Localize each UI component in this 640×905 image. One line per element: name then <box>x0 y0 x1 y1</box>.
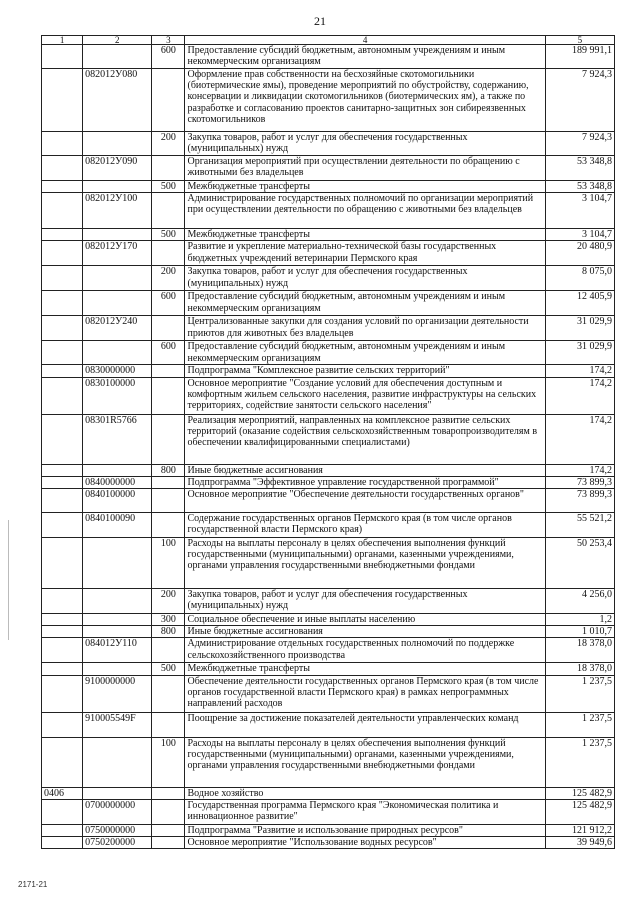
budget-table <box>41 35 615 849</box>
section-code-cell <box>42 589 83 614</box>
description-cell: Предоставление субсидий бюджетным, автономным учреждениям и иным некоммерческим организациям <box>185 45 545 69</box>
section-code-cell <box>42 675 83 712</box>
target-article-cell: 082012У170 <box>83 241 152 266</box>
section-code-cell <box>42 663 83 675</box>
target-article-cell <box>83 737 152 787</box>
section-code-cell <box>42 414 83 464</box>
description-cell: Государственная программа Пермского края "Экономическая политика и инновационное развитие" <box>185 799 545 824</box>
expense-type-cell: 600 <box>152 291 185 316</box>
description-cell: Закупка товаров, работ и услуг для обеспечения государственных (муниципальных) нужд <box>185 589 545 614</box>
table-row <box>42 241 615 266</box>
table-row <box>42 638 615 663</box>
target-article-cell: 0830100000 <box>83 377 152 414</box>
target-article-cell <box>83 787 152 799</box>
amount-cell: 3 104,7 <box>545 193 614 229</box>
expense-type-cell <box>152 824 185 836</box>
target-article-cell <box>83 626 152 638</box>
expense-type-cell: 600 <box>152 341 185 365</box>
target-article-cell: 082012У090 <box>83 156 152 181</box>
section-code-cell <box>42 712 83 737</box>
description-cell: Закупка товаров, работ и услуг для обеспечения государственных (муниципальных) нужд <box>185 266 545 291</box>
header-col-4: 4 <box>185 36 545 45</box>
target-article-cell <box>83 229 152 241</box>
description-cell: Основное мероприятие "Использование водных ресурсов" <box>185 837 545 849</box>
description-cell: Подпрограмма "Эффективное управление государственной программой" <box>185 476 545 488</box>
table-row <box>42 291 615 316</box>
table-row <box>42 193 615 229</box>
section-code-cell <box>42 69 83 132</box>
amount-cell: 31 029,9 <box>545 316 614 341</box>
expense-type-cell: 500 <box>152 663 185 675</box>
section-code-cell <box>42 156 83 181</box>
table-row <box>42 824 615 836</box>
expense-type-cell: 500 <box>152 181 185 193</box>
target-article-cell: 082012У080 <box>83 69 152 132</box>
amount-cell: 53 348,8 <box>545 156 614 181</box>
table-row <box>42 229 615 241</box>
table-row <box>42 69 615 132</box>
description-cell: Развитие и укрепление материально-технической базы государственных бюджетных учреждений ветеринарии Пермского края <box>185 241 545 266</box>
target-article-cell <box>83 614 152 626</box>
target-article-cell <box>83 538 152 589</box>
section-code-cell <box>42 464 83 476</box>
section-code-cell <box>42 193 83 229</box>
expense-type-cell <box>152 712 185 737</box>
target-article-cell: 0840000000 <box>83 476 152 488</box>
section-code-cell <box>42 614 83 626</box>
target-article-cell <box>83 663 152 675</box>
table-row <box>42 837 615 849</box>
amount-cell: 174,2 <box>545 414 614 464</box>
description-cell: Водное хозяйство <box>185 787 545 799</box>
amount-cell: 50 253,4 <box>545 538 614 589</box>
page-number: 21 <box>314 14 326 28</box>
expense-type-cell <box>152 193 185 229</box>
table-row <box>42 614 615 626</box>
description-cell: Подпрограмма "Комплексное развитие сельских территорий" <box>185 365 545 377</box>
amount-cell: 7 924,3 <box>545 69 614 132</box>
section-code-cell <box>42 737 83 787</box>
description-cell: Социальное обеспечение и иные выплаты населению <box>185 614 545 626</box>
section-code-cell <box>42 266 83 291</box>
expense-type-cell <box>152 316 185 341</box>
expense-type-cell <box>152 241 185 266</box>
description-cell: Предоставление субсидий бюджетным, автономным учреждениям и иным некоммерческим организациям <box>185 341 545 365</box>
target-article-cell: 9100000000 <box>83 675 152 712</box>
target-article-cell <box>83 45 152 69</box>
footer-code: 2171-21 <box>18 880 48 889</box>
section-code-cell <box>42 291 83 316</box>
description-cell: Администрирование отдельных государственных полномочий по поддержке сельскохозяйственного производства <box>185 638 545 663</box>
table-row <box>42 513 615 538</box>
expense-type-cell <box>152 476 185 488</box>
target-article-cell <box>83 589 152 614</box>
amount-cell: 1 010,7 <box>545 626 614 638</box>
amount-cell: 1,2 <box>545 614 614 626</box>
section-code-cell <box>42 341 83 365</box>
table-row <box>42 266 615 291</box>
amount-cell: 174,2 <box>545 464 614 476</box>
amount-cell: 1 237,5 <box>545 737 614 787</box>
amount-cell: 55 521,2 <box>545 513 614 538</box>
section-code-cell: 0406 <box>42 787 83 799</box>
description-cell: Подпрограмма "Развитие и использование природных ресурсов" <box>185 824 545 836</box>
table-row <box>42 626 615 638</box>
target-article-cell <box>83 464 152 476</box>
description-cell: Поощрение за достижение показателей деятельности управленческих команд <box>185 712 545 737</box>
target-article-cell: 084012У110 <box>83 638 152 663</box>
amount-cell: 73 899,3 <box>545 489 614 513</box>
section-code-cell <box>42 476 83 488</box>
description-cell: Расходы на выплаты персоналу в целях обеспечения выполнения функций государственными (муниципальными) органами, казенными учреждениями, органами управления государственными внебюджетными фондами <box>185 737 545 787</box>
expense-type-cell <box>152 638 185 663</box>
description-cell: Предоставление субсидий бюджетным, автономным учреждениям и иным некоммерческим организациям <box>185 291 545 316</box>
table-row <box>42 316 615 341</box>
amount-cell: 20 480,9 <box>545 241 614 266</box>
expense-type-cell <box>152 787 185 799</box>
header-col-1: 1 <box>42 36 83 45</box>
header-col-5: 5 <box>545 36 614 45</box>
target-article-cell: 0750200000 <box>83 837 152 849</box>
target-article-cell: 08301R5766 <box>83 414 152 464</box>
description-cell: Иные бюджетные ассигнования <box>185 464 545 476</box>
expense-type-cell: 300 <box>152 614 185 626</box>
description-cell: Администрирование государственных полномочий по организации мероприятий при осуществлении деятельности по обращению с животными без владельцев <box>185 193 545 229</box>
target-article-cell <box>83 266 152 291</box>
expense-type-cell <box>152 414 185 464</box>
description-cell: Основное мероприятие "Обеспечение деятельности государственных органов" <box>185 489 545 513</box>
section-code-cell <box>42 316 83 341</box>
header-col-2: 2 <box>83 36 152 45</box>
description-cell: Содержание государственных органов Пермского края (в том числе органов государственной власти Пермского края) <box>185 513 545 538</box>
amount-cell: 31 029,9 <box>545 341 614 365</box>
amount-cell: 12 405,9 <box>545 291 614 316</box>
target-article-cell: 0840100090 <box>83 513 152 538</box>
expense-type-cell: 100 <box>152 538 185 589</box>
table-row <box>42 132 615 156</box>
amount-cell: 189 991,1 <box>545 45 614 69</box>
section-code-cell <box>42 365 83 377</box>
amount-cell: 121 912,2 <box>545 824 614 836</box>
section-code-cell <box>42 377 83 414</box>
amount-cell: 53 348,8 <box>545 181 614 193</box>
expense-type-cell: 200 <box>152 266 185 291</box>
section-code-cell <box>42 181 83 193</box>
amount-cell: 125 482,9 <box>545 799 614 824</box>
amount-cell: 73 899,3 <box>545 476 614 488</box>
section-code-cell <box>42 837 83 849</box>
expense-type-cell: 800 <box>152 626 185 638</box>
description-cell: Обеспечение деятельности государственных органов Пермского края (в том числе органов государственной власти Пермского края) в рамках непрограммных направлений расходов <box>185 675 545 712</box>
amount-cell: 1 237,5 <box>545 675 614 712</box>
table-row <box>42 737 615 787</box>
section-code-cell <box>42 489 83 513</box>
amount-cell: 18 378,0 <box>545 663 614 675</box>
amount-cell: 39 949,6 <box>545 837 614 849</box>
target-article-cell: 0830000000 <box>83 365 152 377</box>
expense-type-cell: 100 <box>152 737 185 787</box>
table-row <box>42 787 615 799</box>
table-row <box>42 476 615 488</box>
amount-cell: 18 378,0 <box>545 638 614 663</box>
target-article-cell <box>83 291 152 316</box>
section-code-cell <box>42 626 83 638</box>
amount-cell: 8 075,0 <box>545 266 614 291</box>
section-code-cell <box>42 824 83 836</box>
table-row <box>42 414 615 464</box>
section-code-cell <box>42 241 83 266</box>
table-row <box>42 799 615 824</box>
expense-type-cell <box>152 675 185 712</box>
table-row <box>42 489 615 513</box>
amount-cell: 7 924,3 <box>545 132 614 156</box>
section-code-cell <box>42 638 83 663</box>
expense-type-cell <box>152 489 185 513</box>
target-article-cell: 0840100000 <box>83 489 152 513</box>
target-article-cell <box>83 132 152 156</box>
description-cell: Оформление прав собственности на бесхозяйные скотомогильники (биотермические ямы), проведение мероприятий по обустройству, содержанию, консервации и ликвидации скотомогильников (биотермических ям), а также по разработке и согласованию проектов санитарно-защитных зон сибиреязвенных скотомогильников <box>185 69 545 132</box>
table-row <box>42 675 615 712</box>
expense-type-cell <box>152 156 185 181</box>
description-cell: Основное мероприятие "Создание условий для обеспечения доступным и комфортным жильем сельского населения, развитие инфраструктуры на сельских территориях, содействие занятости сельского населения" <box>185 377 545 414</box>
expense-type-cell <box>152 513 185 538</box>
expense-type-cell <box>152 69 185 132</box>
description-cell: Закупка товаров, работ и услуг для обеспечения государственных (муниципальных) нужд <box>185 132 545 156</box>
description-cell: Реализация мероприятий, направленных на комплексное развитие сельских территорий (оказание содействия сельскохозяйственным товаропроизводителям в обеспечении квалифицированными специалистами) <box>185 414 545 464</box>
amount-cell: 3 104,7 <box>545 229 614 241</box>
target-article-cell <box>83 341 152 365</box>
table-row <box>42 589 615 614</box>
amount-cell: 174,2 <box>545 377 614 414</box>
description-cell: Организация мероприятий при осуществлении деятельности по обращению с животными без владельцев <box>185 156 545 181</box>
description-cell: Межбюджетные трансферты <box>185 229 545 241</box>
table-row <box>42 663 615 675</box>
amount-cell: 174,2 <box>545 365 614 377</box>
target-article-cell: 0750000000 <box>83 824 152 836</box>
description-cell: Расходы на выплаты персоналу в целях обеспечения выполнения функций государственными (муниципальными) органами, казенными учреждениями, органами управления государственными внебюджетными фондами <box>185 538 545 589</box>
expense-type-cell: 600 <box>152 45 185 69</box>
target-article-cell <box>83 181 152 193</box>
section-code-cell <box>42 538 83 589</box>
expense-type-cell <box>152 377 185 414</box>
expense-type-cell <box>152 365 185 377</box>
description-cell: Иные бюджетные ассигнования <box>185 626 545 638</box>
description-cell: Межбюджетные трансферты <box>185 663 545 675</box>
amount-cell: 4 256,0 <box>545 589 614 614</box>
section-code-cell <box>42 132 83 156</box>
section-code-cell <box>42 799 83 824</box>
expense-type-cell: 500 <box>152 229 185 241</box>
expense-type-cell: 200 <box>152 132 185 156</box>
expense-type-cell <box>152 799 185 824</box>
expense-type-cell: 200 <box>152 589 185 614</box>
table-row <box>42 377 615 414</box>
table-header-row <box>42 36 615 45</box>
table-row <box>42 712 615 737</box>
expense-type-cell <box>152 837 185 849</box>
table-row <box>42 464 615 476</box>
target-article-cell: 082012У240 <box>83 316 152 341</box>
table-row <box>42 156 615 181</box>
table-row <box>42 181 615 193</box>
expense-type-cell: 800 <box>152 464 185 476</box>
table-row <box>42 341 615 365</box>
amount-cell: 125 482,9 <box>545 787 614 799</box>
table-row <box>42 365 615 377</box>
scan-margin-line <box>8 520 9 640</box>
description-cell: Межбюджетные трансферты <box>185 181 545 193</box>
section-code-cell <box>42 513 83 538</box>
table-row <box>42 538 615 589</box>
table-row <box>42 45 615 69</box>
description-cell: Централизованные закупки для создания условий по организации деятельности приютов для животных без владельцев <box>185 316 545 341</box>
target-article-cell: 910005549F <box>83 712 152 737</box>
target-article-cell: 082012У100 <box>83 193 152 229</box>
header-col-3: 3 <box>152 36 185 45</box>
target-article-cell: 0700000000 <box>83 799 152 824</box>
section-code-cell <box>42 45 83 69</box>
amount-cell: 1 237,5 <box>545 712 614 737</box>
section-code-cell <box>42 229 83 241</box>
